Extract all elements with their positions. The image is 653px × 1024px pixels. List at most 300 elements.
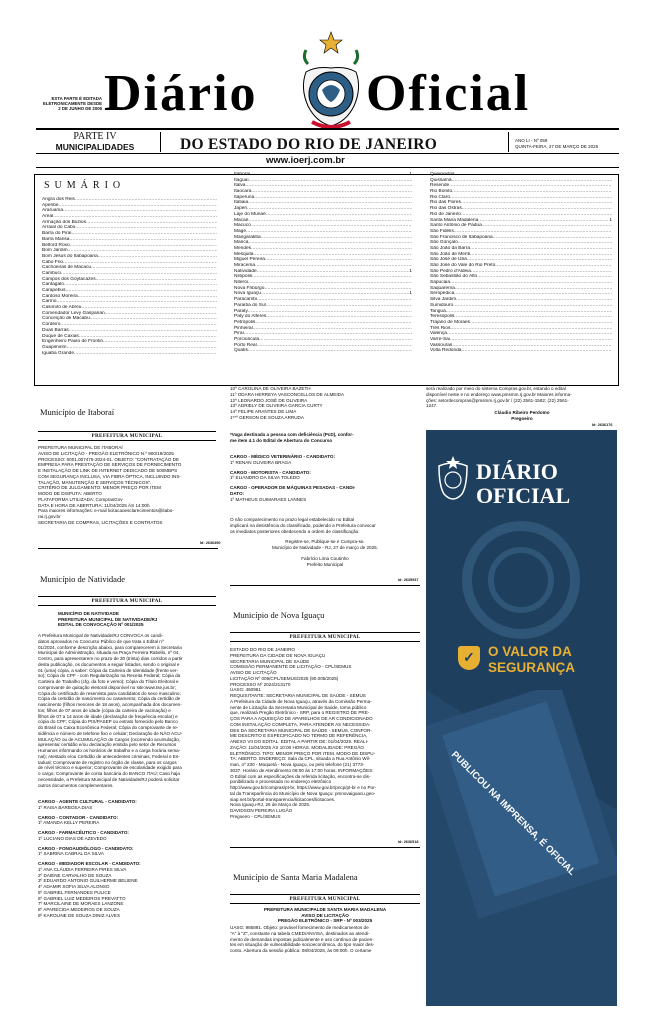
text-line: ANEXO VII DO EDITAL. EDITAL A PARTIR DE: 01/04/2025. REALI- bbox=[230, 739, 369, 744]
rule bbox=[38, 605, 216, 606]
sumario-item-name: Duque de Caxias bbox=[42, 333, 79, 339]
text-line: DATA E HORA DE ABERTURA: 11/04/2025 ÀS 14:00h bbox=[38, 502, 150, 508]
sumario-col-1 bbox=[42, 197, 217, 356]
sumario-item-name: Angra dos Reis bbox=[42, 197, 75, 202]
sumario-item-name: Tanguá bbox=[430, 308, 446, 314]
sumario-item-page: 1 bbox=[409, 291, 412, 297]
text-line: nente de Licitação da Secretaria Municipal de Saúde, torna público bbox=[230, 704, 367, 710]
rule bbox=[38, 596, 216, 597]
candidate-name: 10º CAROLINA DE OLIVEIRA BAZETH bbox=[230, 386, 311, 391]
state-coat-of-arms-icon bbox=[296, 30, 366, 134]
text-line: filhos de 07 a 14 anos de idade (declaração de frequência escolar) e bbox=[38, 713, 178, 719]
text-line: TA: ABERTO. ENDEREÇO: Sala da CPL, situada a Rua Antônio Wil- bbox=[230, 756, 371, 762]
text-line: AVISO DE LICITAÇÃO bbox=[230, 670, 277, 675]
signature-block bbox=[426, 410, 618, 422]
santa-maria-cont bbox=[426, 386, 618, 409]
text-line: necessidade, a Prefeitura Municipal de Natividade/RJ poderá solicitar bbox=[38, 776, 180, 782]
ad-tagline bbox=[488, 644, 575, 676]
sumario-item-name: Santa Maria Madalena bbox=[430, 217, 479, 223]
text-line: COM SEGURANÇA INCLUSA, VIA FIBRA ÓPTICA, INCLUINDO INS- bbox=[38, 473, 181, 479]
sumario-item-name: Araruama bbox=[42, 208, 64, 214]
sumario-col-2 bbox=[234, 172, 412, 354]
candidate-list-cont bbox=[230, 386, 420, 421]
sumario-item[interactable] bbox=[234, 348, 412, 354]
candidate-name: 1º RAISA BARBOSA DIAS bbox=[38, 804, 93, 810]
municipio-nova-iguacu-heading: Município de Nova Iguaçu bbox=[233, 610, 325, 620]
head-line: EDITAL DE CONVOCAÇÃO Nº 001/2025 bbox=[58, 622, 144, 627]
text-line: siap.net.br/portal-transparencia/licitacoes/licitacoes. bbox=[230, 796, 336, 802]
candidate-name: 12º LEONARDO JOSÉ DE OLIVEIRA bbox=[230, 397, 308, 403]
sumario-item-name: Arraial do Cabo bbox=[42, 225, 76, 231]
sumario-item-page: 1 bbox=[409, 268, 412, 274]
cargo-heading: CARGO - AGENTE CULTURAL - CANDIDATO: bbox=[38, 799, 137, 804]
sumario-item-name: Varre-Sai bbox=[430, 336, 450, 342]
text-line: AVISO DE LICITAÇÃO - PREGÃO ELETRÔNICO N.º 900/19/2025 bbox=[38, 450, 174, 456]
sumario-col-3 bbox=[430, 172, 612, 354]
sumario-item-name: São José de Ubá bbox=[430, 257, 467, 263]
edition-info bbox=[515, 138, 598, 150]
sumario-item-name: São Pedro d'Aldeia bbox=[430, 268, 471, 274]
sumario-item-name: Nova Friburgo bbox=[234, 285, 265, 291]
sumario-item-name: Itaguaí bbox=[234, 177, 249, 183]
text-line: ELETRÔNICO. TIPO: MENOR PREÇO POR ITEM. MODO DE DISPU- bbox=[230, 750, 376, 756]
sumario-item-name: Japeri bbox=[234, 206, 248, 212]
sumario-item-name: Itatiaia bbox=[234, 200, 249, 206]
candidate-name: 11º ODARA HERREYA VASCONCELLOS DE ALMEIDA bbox=[230, 391, 345, 397]
text-line: implicará na desistência do classificado, podendo a Prefeitura convocar bbox=[230, 522, 376, 528]
text-line: 1247. bbox=[426, 403, 438, 409]
text-line: comprovante de quitação eleitoral disponível no site:www.tse.jus.br; bbox=[38, 684, 176, 690]
edition-note-line: ESTA PARTE É EDITADA bbox=[51, 96, 102, 101]
rule bbox=[230, 903, 420, 904]
text-line: será realizado por meio do sistema Compras.gov.br, estando o edital bbox=[426, 386, 566, 391]
sumario-item-name: Paraty bbox=[234, 308, 248, 314]
signature-line: Município de Natividade - RJ, 27 de março de 2025. bbox=[272, 544, 378, 550]
text-line: ções: setordecompras@pmsmm.rj.gov.br / (22) 2561-1582; (22) 2561- bbox=[426, 397, 569, 403]
head-line: MUNICÍPIO DE NATIVIDADE bbox=[58, 611, 119, 616]
sumario-item-name: Porciúncula bbox=[234, 336, 260, 342]
itaborai-text bbox=[38, 445, 218, 526]
sumario-item-name: Santo Antônio de Pádua bbox=[430, 223, 482, 229]
sumario-item-name: Três Rios bbox=[430, 325, 451, 331]
sumario-item-name: São Sebastião do Alto bbox=[430, 274, 478, 280]
text-line: REQUISITANTE: SECRETARIA MUNICIPAL DE SAÚDE - SEMUS bbox=[230, 693, 366, 698]
state-title: DO ESTADO DO RIO DE JANEIRO bbox=[180, 136, 438, 153]
santa-maria-body bbox=[230, 925, 420, 954]
masthead-rule bbox=[36, 167, 619, 168]
text-line: A Prefeitura da Cidade de Nova Iguaçu, através da Comissão Perma- bbox=[230, 698, 372, 704]
text-line: 3037. Horário de Atendimento 09:00 às 17:00 horas. INFORMAÇÕES: bbox=[230, 767, 374, 773]
santa-maria-head bbox=[230, 907, 420, 924]
candidate-name: 1º LUCIANO DIAS DE AZEVEDO bbox=[38, 835, 107, 841]
sumario-item-name: Quatis bbox=[234, 348, 248, 354]
sumario-item-name: Engenheiro Paulo de Frontin bbox=[42, 339, 104, 345]
text-line: O não comparecimento no prazo legal estabelecido no Edital bbox=[230, 517, 355, 522]
ad-tagline-line: SEGURANÇA bbox=[488, 660, 576, 675]
sumario-item-name: Carapebus bbox=[42, 288, 66, 293]
text-line: nascimento (filhos menores de 18 anos), acompanhada dos documen- bbox=[38, 702, 182, 707]
text-line: TALAÇÃO, MANUTENÇÃO E SERVIÇOS TÉCNICOS". bbox=[38, 479, 152, 485]
edition-number: ANO LI - Nº 059 bbox=[515, 138, 548, 143]
candidate-name: 1º SABRINA CABRAL DA SILVA bbox=[38, 851, 104, 857]
candidate-name: 6º GABRIEL LUIZ MEDEIROS PREVATTO bbox=[38, 895, 126, 901]
sumario-item-name: Barra do Piraí bbox=[42, 231, 72, 237]
rule bbox=[230, 641, 420, 642]
section-label bbox=[40, 132, 150, 152]
text-line: PROCESSO: 0001.007475-2024-01. OBJETO: "CONTRATAÇÃO DE bbox=[38, 456, 180, 462]
sumario-heading: SUMÁRIO bbox=[44, 180, 126, 191]
sumario-item-name: São João de Meriti bbox=[430, 251, 470, 257]
sumario-item-name: Sapucaia bbox=[430, 280, 451, 286]
text-line: Cópia da certidão de nascimento ou casamento; Cópia da certidão de bbox=[38, 696, 181, 702]
cargo-heading: CARGO - OPERADOR DE MÁQUINAS PESADAS - CANDI- bbox=[230, 485, 356, 490]
sumario-item-name: Comendador Levy Gasparian bbox=[42, 310, 105, 316]
sumario-item-name: Bom Jardim bbox=[42, 248, 68, 254]
sumario-item-name: Paraíba do Sul bbox=[234, 302, 266, 308]
sumario-item-name: São João da Barra bbox=[430, 245, 471, 251]
text-line: A Prefeitura Municipal de Natividade/RJ CONVOCA os candi- bbox=[38, 633, 164, 638]
sumario-item-name: Cachoeiras de Macacu bbox=[42, 265, 92, 271]
text-line: "A" à "Z", constante na tabela CMED/ANVISA, destinados ao atendi- bbox=[230, 930, 370, 936]
closing-paragraph bbox=[230, 517, 420, 534]
sumario-item-name: Rio Bonito bbox=[430, 189, 453, 195]
rule bbox=[38, 548, 218, 549]
sumario-item-name: Trajano de Moraes bbox=[430, 319, 471, 325]
sumario-item-name: Mesquita bbox=[234, 251, 254, 257]
sumario-item-name: Natividade bbox=[234, 268, 257, 274]
text-line: 01/2024, conforme descrição abaixo, para comparecerem à Secretaria bbox=[38, 644, 182, 650]
candidate-name: 3º EDUARDO ANTONIO GUILHERME BELIENE bbox=[38, 878, 138, 884]
sumario-item-name: Cardoso Moreira bbox=[42, 293, 78, 299]
sumario-item-name: Nova Iguaçu bbox=[234, 291, 261, 297]
sumario-item-name: Bom Jesus do Itabapoana bbox=[42, 253, 98, 259]
sumario-item-name: Queimados bbox=[430, 172, 455, 177]
sumario-item-name: Areal bbox=[42, 214, 54, 220]
sumario-item-name: Cabo Frio bbox=[42, 259, 64, 265]
natividade-candidates bbox=[38, 795, 218, 919]
text-line: tadual; Comprovante de registro no órgão de classe, para os cargos bbox=[38, 759, 177, 765]
sumario-item-name: Rio Claro bbox=[430, 194, 450, 200]
text-line: tes em situação de vulnerabilidade socioeconômica, do tipo maior des- bbox=[230, 942, 375, 948]
text-line: os imediatos posteriores obedecendo a ordem de classificação. bbox=[230, 528, 360, 534]
sumario-item[interactable] bbox=[430, 348, 612, 354]
sumario-leader bbox=[461, 348, 612, 354]
sumario-item-name: Cantagalo bbox=[42, 282, 64, 288]
rule bbox=[230, 847, 420, 848]
sumario-item-name: Teresópolis bbox=[430, 314, 455, 320]
masthead bbox=[0, 0, 653, 172]
sumario-item-name: São Francisco de Itabapoana bbox=[430, 234, 493, 240]
edition-note bbox=[36, 96, 102, 111]
sumario-item-name: Macaé bbox=[234, 217, 249, 223]
municipio-natividade-heading: Município de Natividade bbox=[40, 574, 125, 584]
text-line: tal da Transparência do Município de Nova Iguaçu: pmnovaiguacu.geo- bbox=[230, 790, 376, 796]
sumario-item-page: 1 bbox=[409, 172, 412, 177]
municipio-santa-maria-heading: Município de Santa Maria Madalena bbox=[233, 872, 358, 882]
sumario-item-name: Paty do Alferes bbox=[234, 314, 267, 320]
signature-line: Registre-se, Publique-se e Cumpra-se. bbox=[285, 539, 365, 544]
sumario-item-name: Piraí bbox=[234, 331, 244, 337]
rule bbox=[230, 585, 420, 586]
sumario-item-name: Petrópolis bbox=[234, 319, 256, 325]
masthead-rule bbox=[36, 128, 619, 130]
sumario-item-name: Saquarema bbox=[430, 285, 455, 291]
sumario-item-name: Armação dos Búzios bbox=[42, 219, 86, 225]
cargo-heading: CARGO - FARMACÊUTICO - CANDIDATO: bbox=[38, 830, 129, 835]
sumario-item-name: Aperibé bbox=[42, 202, 59, 208]
text-line: UASG: 985891. Objeto: provável fornecimento de medicamentos de bbox=[230, 925, 369, 930]
sumario-item-name: Rio das Flores bbox=[430, 200, 461, 206]
text-line: CRITÉRIO DE JULGAMENTO: MENOR PREÇO POR ITEM bbox=[38, 485, 161, 491]
sumario-item-name: Sumidouro bbox=[430, 302, 454, 308]
text-line: Cópia do certificado de reservista para candidatos do sexo masculino; bbox=[38, 690, 181, 696]
rule bbox=[230, 632, 420, 633]
text-line: Carteira de Trabalho (cfg. da foto e verso); Cópia do Título Eleitoral e bbox=[38, 679, 179, 684]
head-line: PREFEITURA MUNICIPAL DE NATIVIDADE/RJ bbox=[58, 616, 158, 622]
text-line: ZAÇÃO: 11/04/2025 ÀS 10:00 HORAS. MODALIDADE: PREGÃO bbox=[230, 744, 364, 750]
cargo-heading: CARGO - MEDIADOR ESCOLAR - CANDIDATO: bbox=[38, 861, 141, 866]
text-line: SECRETARIA DE COMPRAS, LICITAÇÕES E CONTRATOS bbox=[38, 519, 163, 525]
sumario-item-name: Conceição de Macabu bbox=[42, 316, 90, 322]
text-line: E INSTALAÇÃO DE LINK DE INTERNET DEDICADO DE 500MBPS bbox=[38, 468, 178, 473]
sumario-item-name: Resende bbox=[430, 183, 450, 189]
text-line: Para maiores informações: e-mail licitacaoesclarecimentos@itabo- bbox=[38, 508, 174, 514]
text-line: LICITAÇÃO Nº 005/CPL/SEMUS/2025 (90.005/2025) bbox=[230, 675, 339, 681]
cargo-heading: CARGO - MOTORISTA - CANDIDATO: bbox=[230, 469, 311, 475]
text-line: conto. Abertura da sessão pública: 08/04/2025, às 09:00h. O certame bbox=[230, 948, 372, 953]
note-line: *Vaga destinada a pessoa com deficiência (PcD), confor- bbox=[230, 432, 354, 437]
text-line: Pregoeiro - CPL/SEMUS bbox=[230, 813, 281, 819]
shield-check-icon: ✓ bbox=[458, 646, 480, 670]
text-line: O Edital com as especificações da referida licitação, encontra-se dis- bbox=[230, 773, 371, 779]
sumario-item-page: 1 bbox=[609, 217, 612, 223]
text-line: COMISSÃO PERMANENTE DE LICITAÇÃO - CPL/SEMUS bbox=[230, 664, 352, 670]
text-line: ponibilizado e processado no endereço eletrônico bbox=[230, 779, 332, 785]
text-line: PLATAFORMA UTILIZADA: ComprasGov bbox=[38, 496, 123, 502]
sumario-leader bbox=[248, 348, 412, 354]
candidate-name: 1**º GERSON DE SOUZA ARRUDA bbox=[230, 414, 304, 420]
nova-iguacu-text bbox=[230, 647, 420, 820]
parte-label: PARTE IV bbox=[73, 131, 117, 142]
head-line: PREGÃO ELETRÔNICO - SRP - Nº 003/2025 bbox=[277, 918, 373, 924]
text-line: so); Cópia do CPF - com Regularização na Receita Federal; Cópia da bbox=[38, 673, 181, 679]
text-line: ME DESCRITO E ESPECIFICADO NO TERMO DE REFERÊNCIA, bbox=[230, 733, 368, 739]
candidate-name: 5º GABRIEL FERNANDES PULICE bbox=[38, 889, 111, 895]
site-link[interactable]: www.ioerj.com.br bbox=[266, 155, 345, 166]
sumario-item-name: São Fidélis bbox=[430, 228, 454, 234]
sumario-item-name: Mendes bbox=[234, 245, 252, 251]
divider bbox=[508, 132, 509, 152]
text-line: http://www.gov.br/compras/pt-br, https://www.gov.br/pncp/pt-br e no Por- bbox=[230, 785, 377, 790]
edition-note-line: ELETRONICAMENTE DESDE bbox=[43, 101, 102, 106]
divider bbox=[160, 132, 161, 152]
edition-note-line: 2 DE JUNHO DE 2006 bbox=[58, 106, 102, 111]
masthead-rule bbox=[36, 153, 619, 154]
sumario-item-name: Paracambi bbox=[234, 297, 257, 303]
sumario-item-name: Maricá bbox=[234, 240, 249, 246]
text-line: EMPRESA PARA PRESTAÇÃO DE SERVIÇOS DE FORNECIMENTO bbox=[38, 462, 182, 468]
text-line: PROCESSO Nº 2024/213170 bbox=[230, 681, 291, 687]
prefeitura-label: PREFEITURA MUNICIPAL bbox=[91, 433, 163, 439]
cargo-heading-cont: DATO: bbox=[230, 490, 245, 496]
text-line: COM INSTALAÇÃO COMPLETA, PARA ATENDER AS NECESSIDA- bbox=[230, 721, 371, 727]
text-line: sidência e número de telefone fixo e celular; Declaração de NÃO ACU- bbox=[38, 730, 183, 736]
sumario-item-name: Valença bbox=[430, 331, 447, 337]
masthead-title-right: Oficial bbox=[366, 65, 531, 122]
sumario-item-name: Rio das Ostras bbox=[430, 206, 462, 212]
sumario-item[interactable] bbox=[42, 351, 217, 357]
sumario-item-name: Silva Jardim bbox=[430, 297, 457, 303]
text-line: rai.rj.gov.br bbox=[38, 514, 61, 519]
sumario-item-name: Italva bbox=[234, 183, 246, 189]
sumario-item-name: Iguaba Grande bbox=[42, 350, 75, 356]
signature-line: Cláudio Ribeiro Perdomo bbox=[494, 410, 550, 415]
text-line: DAVIDSON PEREIRA LUGÃO bbox=[230, 808, 293, 813]
sumario-item-name: Barra Mansa bbox=[42, 236, 70, 242]
diario-oficial-ad bbox=[426, 430, 617, 1006]
sumario-item-name: Casimiro de Abreu bbox=[42, 305, 82, 311]
sumario-item-name: Vassouras bbox=[430, 342, 453, 348]
natividade-head bbox=[58, 611, 218, 628]
candidate-name: 9º KAROLINE DE SOUZA DINIZ ALVES bbox=[38, 912, 121, 918]
candidate-name: 8º APARECIDA MEDEIROS DE SOUZA bbox=[38, 907, 120, 912]
text-line: Municipal de Administração, situada na Praça Ferreira Rabello, nº 04, bbox=[38, 650, 180, 656]
sumario-item-name: Cambuci bbox=[42, 270, 61, 276]
signature-line: Fabrício Lima Coutinho bbox=[301, 556, 349, 562]
sumario-item-name: São Gonçalo bbox=[430, 240, 458, 246]
candidate-name: 1º RENAN OLIVEIRA BRAGA bbox=[230, 459, 292, 465]
sumario-item-name: Rio de Janeiro bbox=[430, 211, 461, 217]
coat-of-arms-icon bbox=[436, 456, 470, 504]
ad-slogan: PUBLICOU NA IMPRENSA, É OFICIAL bbox=[448, 749, 578, 878]
natividade-body bbox=[38, 633, 218, 788]
text-line: PREFEITURA DA CIDADE DE NOVA IGUAÇU bbox=[230, 652, 326, 658]
sumario-item-name: Macuco bbox=[234, 223, 251, 229]
sumario-leader bbox=[74, 351, 217, 357]
sumario-item-name: Itaperuna bbox=[234, 194, 255, 200]
sumario-item-name: Nilópolis bbox=[234, 274, 253, 280]
head-line: PREFEITURA MUNICIPALDE SANTA MARIA MADALENA bbox=[263, 907, 387, 912]
candidate-name: 2º DAIENE CARVALHO DE SOUZA bbox=[38, 872, 112, 878]
text-line: nal); Atestado e/ou Certidão de antecedentes criminais, Federal e Es- bbox=[38, 753, 180, 759]
ad-title bbox=[476, 460, 570, 508]
candidate-name: 1º ELIANDRO DA SILVA TOLEDO bbox=[230, 475, 300, 481]
text-line: MULAÇÃO ou de ACUMULAÇÃO de Cargos (ocorrendo acumulação, bbox=[38, 736, 181, 742]
text-line: 01 (uma) cópia, a saber: Cópia da Carteira de Identidade (frente ver- bbox=[38, 667, 178, 673]
sumario-item-name: Campos dos Goytacazes bbox=[42, 276, 96, 282]
ad-title-line: DIÁRIO bbox=[476, 459, 558, 484]
candidate-name: 4º ADAMIR SOFIA SILVA ALONSO bbox=[38, 884, 110, 889]
text-line: que, realizará Pregão Eletrônico - SRP, para o REGISTRO DE PRE- bbox=[230, 710, 370, 716]
prefeitura-label: PREFEITURA MUNICIPAL bbox=[289, 634, 361, 640]
sumario-item-name: Miguel Pereira bbox=[234, 257, 265, 263]
sumario-item-name: Belford Roxo bbox=[42, 242, 70, 248]
text-line: datos aprovados no Concurso Público de que trata o Edital nº bbox=[38, 638, 164, 644]
sumario-item-name: Cordeiro bbox=[42, 322, 61, 328]
document-id: Id: 2636176 bbox=[592, 423, 613, 427]
sumario-item-name: Quissamã bbox=[430, 177, 452, 183]
candidate-name: 7º MARCILAINE DE MORAES LANZONE bbox=[38, 901, 124, 907]
prefeitura-label: PREFEITURA MUNICIPAL bbox=[91, 598, 163, 604]
head-line: AVISO DE LICITAÇÃO bbox=[301, 912, 349, 918]
ad-title-line: OFICIAL bbox=[476, 483, 571, 508]
document-id: Id: 2636490 bbox=[200, 541, 221, 545]
sumario-item-name: Duas Barras bbox=[42, 327, 69, 333]
text-line: disponível neste e no endereço www.pmsmm.rj.gov.br Maiores informa- bbox=[426, 391, 572, 397]
cargo-heading: CARGO - CONTADOR - CANDIDATO: bbox=[38, 814, 119, 820]
sumario-item-name: Volta Redonda bbox=[430, 348, 462, 354]
pcd-note bbox=[230, 432, 420, 444]
text-line: o cargo; Comprovante de conta bancária do BANCO ITAÚ; Caso haja bbox=[38, 771, 180, 776]
sumario-item-name: Niterói bbox=[234, 280, 248, 286]
candidate-groups bbox=[230, 450, 420, 502]
text-line: MODO DE DISPUTA: ABERTO bbox=[38, 491, 102, 496]
text-line: man, nº 230 - Moquetá - Nova Iguaçu, ou pelo telefone (21) 3773- bbox=[230, 762, 365, 767]
signature-block bbox=[230, 539, 420, 568]
rule bbox=[38, 440, 216, 441]
text-line: Nova Iguaçu-RJ, 26 de Março de 2025. bbox=[230, 802, 311, 808]
text-line: ÇOS PARA A AQUISIÇÃO DE APARELHOS DE AR CONDICIONADO bbox=[230, 716, 373, 721]
text-line: UASG: 460961 bbox=[230, 687, 261, 693]
text-line: SECRETARIA MUNICIPAL DE SAÚDE bbox=[230, 658, 310, 664]
text-line: PREFEITURA MUNICIPAL DE ITABORAÍ bbox=[38, 445, 123, 450]
text-line: Humanos informando os horários de trabalho e a carga horária sema- bbox=[38, 748, 181, 753]
document-id: Id: 2636518 bbox=[398, 840, 419, 844]
text-line: DES DA SECRETARIA MUNICIPAL DE SAÚDE - SEMUS, CONFOR- bbox=[230, 727, 372, 733]
sumario-item-name: Miracema bbox=[234, 263, 256, 268]
sumario-item-name: Itaboraí bbox=[234, 172, 251, 177]
sumario-item-name: Pinheiral bbox=[234, 325, 253, 331]
ad-emblem-watermark bbox=[426, 520, 617, 640]
rule bbox=[38, 431, 216, 432]
masthead-title-left: Diário bbox=[104, 65, 258, 122]
candidate-name: 13º ADRIELY DE OLIVEIRA GARCIA CURTY bbox=[230, 403, 323, 409]
candidate-name: 1º AMANDA KELLY PEREIRA bbox=[38, 820, 100, 826]
document-id: Id: 2635937 bbox=[398, 578, 419, 582]
sumario-item-name: Mangaratiba bbox=[234, 234, 261, 240]
text-line: de nível técnico e superior; Comprovante de escolaridade exigido para bbox=[38, 765, 182, 771]
candidate-name: 1º ANA CLÁUDIA FERREIRA PIRES SILVA bbox=[38, 866, 127, 872]
text-line: do Brasil ou Caixa Econômica Federal; Cópia do comprovante de re- bbox=[38, 725, 179, 730]
text-line: mento de demandas impostas judicialmente e uso contínuo de pacien- bbox=[230, 936, 374, 942]
text-line: apresentar certidão e/ou declaração emitida pelo setor de Recursos bbox=[38, 742, 177, 748]
sumario-item-name: Guapimirim bbox=[42, 344, 67, 350]
sumario-item-name: Porto Real bbox=[234, 342, 257, 348]
ad-tagline-line: O VALOR DA bbox=[488, 644, 572, 659]
signature-line: Prefeito Municipal bbox=[306, 562, 344, 567]
sumario-item-name: Magé bbox=[234, 228, 246, 234]
sumario-item-name: Laje do Muriaé bbox=[234, 211, 266, 217]
prefeitura-label: PREFEITURA MUNICIPAL bbox=[289, 896, 361, 902]
text-line: outros documentos complementares. bbox=[38, 782, 114, 788]
edition-date: QUINTA-FEIRA, 27 DE MARÇO DE 2025 bbox=[515, 144, 599, 149]
cargo-heading: CARGO - FONOAUDIÓLOGO - CANDIDATO: bbox=[38, 845, 134, 851]
municipio-itaborai-heading: Município de Itaboraí bbox=[40, 407, 115, 417]
section-name: MUNICIPALIDADES bbox=[55, 142, 135, 152]
text-line: Centro, para apresentarem no prazo de 30 (trinta) dias corridos a partir bbox=[38, 656, 183, 661]
text-line: ESTADO DO RIO DE JANEIRO bbox=[230, 647, 296, 652]
sumario-item-name: São José do Vale do Rio Preto bbox=[430, 263, 496, 268]
ad-background-graphic bbox=[426, 690, 617, 1006]
text-line: tos; filhos de 07 anos de idade (cópia da carteira de vacinação) e bbox=[38, 707, 171, 713]
signature-line: Pregoeiro bbox=[511, 415, 533, 421]
sumario-item-name: Itaocara bbox=[234, 189, 252, 195]
cargo-heading: CARGO - MÉDICO VETERINÁRIO - CANDIDATO: bbox=[230, 454, 335, 459]
candidate-name: 1º MATHEUS GUIMARAES LANNES bbox=[230, 496, 307, 502]
sumario-item-name: Seropédica bbox=[430, 291, 455, 297]
sumario-item-name: Carmo bbox=[42, 299, 57, 305]
candidate-name: 14º FELIPE ARANTES DE LIMA bbox=[230, 409, 297, 414]
